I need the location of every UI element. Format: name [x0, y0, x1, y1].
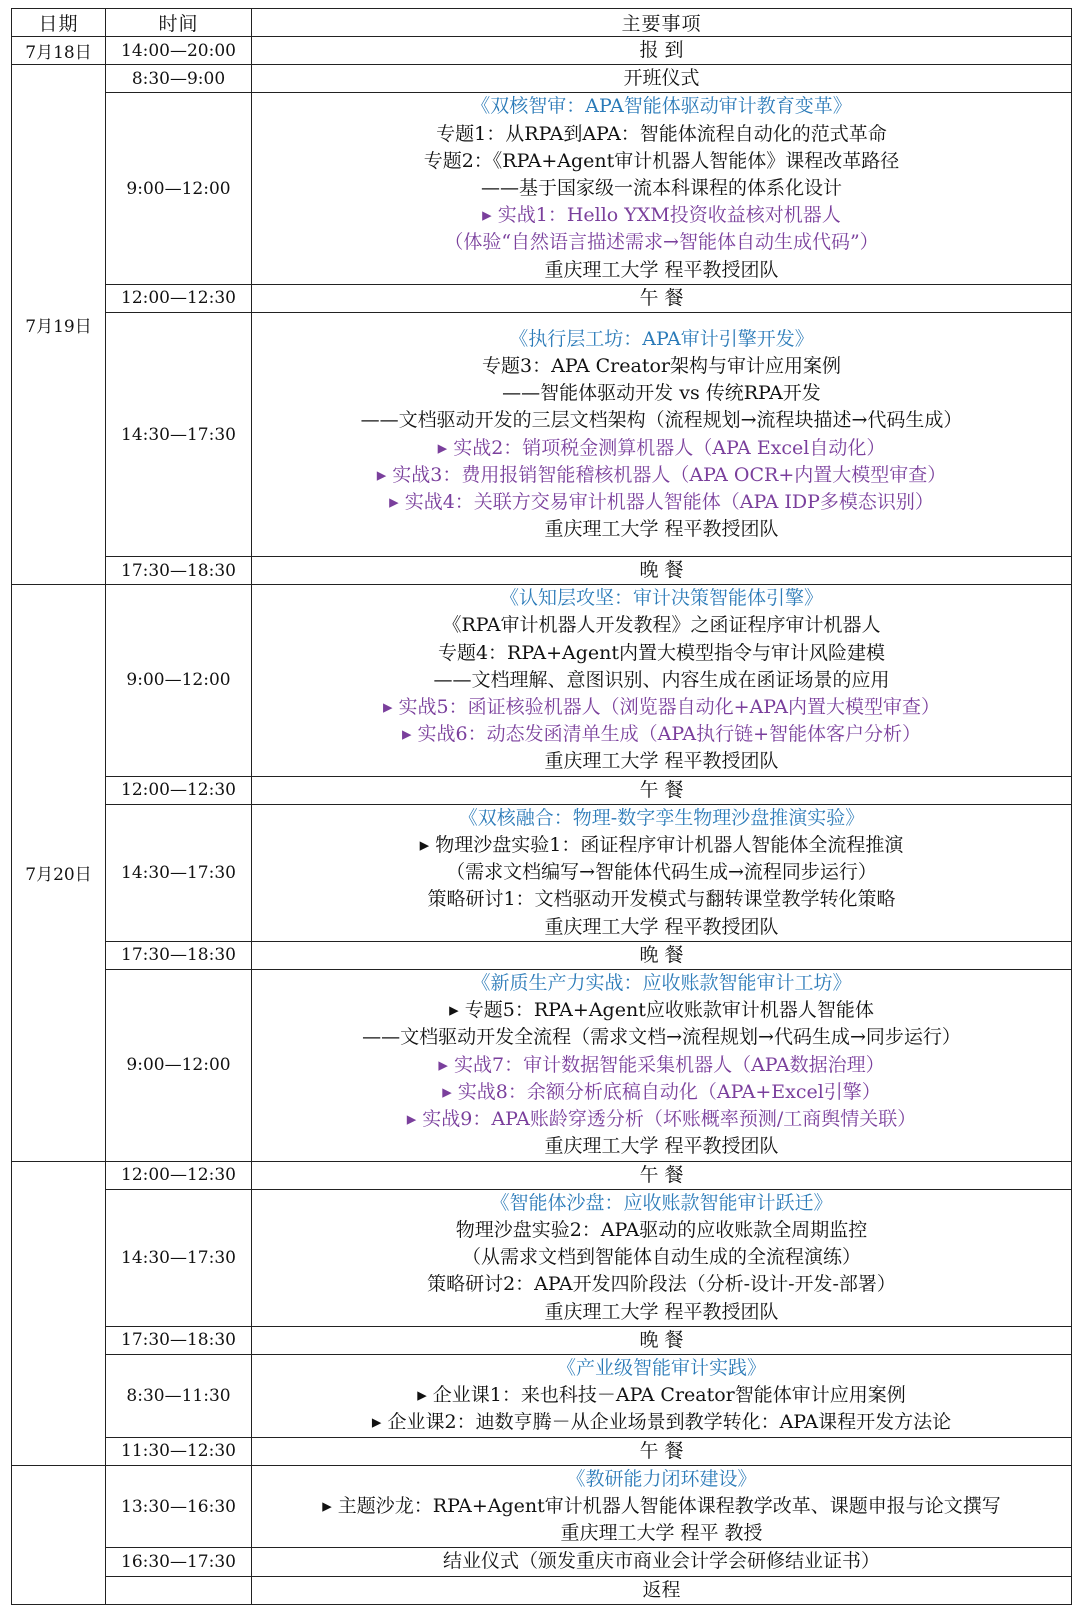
event-cell — [252, 941, 1072, 969]
event-cell — [252, 1437, 1072, 1465]
event-line: 策略研讨2：APA开发四阶段法（分析-设计-开发-部署） — [427, 1273, 896, 1296]
event-line: 《执行层工坊：APA审计引擎开发》 — [509, 327, 814, 350]
table-row — [12, 1189, 1072, 1326]
time-cell: 9:00—12:00 — [106, 970, 252, 1161]
table-row — [12, 65, 1072, 93]
table-row — [12, 284, 1072, 312]
event-line: 午 餐 — [639, 778, 684, 801]
table-row — [12, 557, 1072, 585]
date-cell — [12, 1465, 106, 1604]
time-cell: 12:00—12:30 — [106, 284, 252, 312]
time-cell: 13:30—16:30 — [106, 1465, 252, 1548]
table-row — [12, 1326, 1072, 1354]
event-cell — [252, 1326, 1072, 1354]
header-row — [12, 9, 1072, 37]
table-row — [12, 970, 1072, 1161]
table-row — [12, 313, 1072, 557]
event-line: 《双核融合：物理-数字孪生物理沙盘推演实验》 — [458, 806, 865, 829]
table-row — [12, 1437, 1072, 1465]
event-cell — [252, 1189, 1072, 1326]
date-cell: 7月18日 — [12, 37, 106, 65]
event-cell — [252, 557, 1072, 585]
event-line: 晚 餐 — [639, 559, 684, 582]
event-line: ▸ 实战5：函证核验机器人（浏览器自动化+APA内置大模型审查） — [382, 696, 941, 719]
time-cell: 17:30—18:30 — [106, 941, 252, 969]
event-line: ▸ 实战8：余额分析底稿自动化（APA+Excel引擎） — [442, 1080, 881, 1103]
time-cell: 14:30—17:30 — [106, 313, 252, 557]
event-cell — [252, 804, 1072, 941]
event-cell — [252, 1161, 1072, 1189]
date-cell: 7月20日 — [12, 585, 106, 1161]
event-line: 重庆理工大学 程平教授团队 — [544, 750, 779, 773]
time-cell: 9:00—12:00 — [106, 93, 252, 284]
event-line: 《产业级智能审计实践》 — [556, 1356, 766, 1379]
event-line: 开班仪式 — [623, 67, 700, 90]
event-line: ▸ 物理沙盘实验1：函证程序审计机器人智能体全流程推演 — [419, 834, 904, 857]
time-cell: 17:30—18:30 — [106, 1326, 252, 1354]
event-line: 午 餐 — [639, 286, 684, 309]
time-cell: 14:00—20:00 — [106, 37, 252, 65]
event-line: 《教研能力闭环建设》 — [566, 1467, 757, 1490]
event-line: ▸ 企业课2：迪数亨腾－从企业场景到教学转化：APA课程开发方法论 — [371, 1411, 952, 1434]
event-line: 《智能体沙盘：应收账款智能审计跃迁》 — [490, 1191, 833, 1214]
time-cell: 11:30—12:30 — [106, 1437, 252, 1465]
event-cell — [252, 776, 1072, 804]
event-line: 报 到 — [639, 39, 684, 61]
event-line: 午 餐 — [639, 1163, 684, 1186]
event-line: 返程 — [642, 1578, 681, 1601]
event-line: 策略研讨1：文档驱动开发模式与翻转课堂教学转化策略 — [427, 888, 896, 911]
event-line: 晚 餐 — [639, 1328, 684, 1351]
event-line: 专题3：APA Creator架构与审计应用案例 — [482, 354, 841, 377]
event-line: 午 餐 — [639, 1439, 684, 1462]
table-row — [12, 804, 1072, 941]
table-row — [12, 776, 1072, 804]
event-line: 物理沙盘实验2：APA驱动的应收账款全周期监控 — [455, 1218, 868, 1241]
table-row — [12, 1548, 1072, 1576]
event-line: 《新质生产力实战：应收账款智能审计工坊》 — [471, 972, 852, 995]
schedule-table — [11, 8, 1072, 1605]
date-cell — [12, 1161, 106, 1465]
time-cell — [106, 1576, 252, 1604]
event-line: 结业仪式（颁发重庆市商业会计学会研修结业证书） — [442, 1550, 880, 1573]
event-line: 《认知层攻坚：审计决策智能体引擎》 — [499, 587, 823, 610]
event-cell — [252, 970, 1072, 1161]
event-line: 专题2：《RPA+Agent审计机器人智能体》课程改革路径 — [423, 149, 900, 172]
event-line: （体验“自然语言描述需求→智能体自动生成代码”） — [444, 231, 879, 254]
time-cell: 8:30—9:00 — [106, 65, 252, 93]
time-cell: 12:00—12:30 — [106, 776, 252, 804]
event-line: 重庆理工大学 程平 教授 — [560, 1522, 763, 1545]
event-line: ▸ 实战2：销项税金测算机器人（APA Excel自动化） — [437, 436, 886, 459]
event-line: 晚 餐 — [639, 943, 684, 966]
table-row — [12, 1354, 1072, 1437]
event-line: 专题4：RPA+Agent内置大模型指令与审计风险建模 — [437, 641, 886, 664]
header-main: 主要事项 — [252, 9, 1072, 37]
time-cell: 14:30—17:30 — [106, 1189, 252, 1326]
event-cell — [252, 1576, 1072, 1604]
event-line: 《RPA审计机器人开发教程》之函证程序审计机器人 — [442, 614, 881, 637]
event-cell — [252, 1465, 1072, 1548]
event-cell — [252, 313, 1072, 557]
date-cell: 7月19日 — [12, 65, 106, 585]
event-cell — [252, 37, 1072, 65]
time-cell: 12:00—12:30 — [106, 1161, 252, 1189]
event-line: ▸ 企业课1：来也科技－APA Creator智能体审计应用案例 — [417, 1384, 906, 1407]
event-cell — [252, 284, 1072, 312]
event-cell — [252, 1548, 1072, 1576]
event-line: 重庆理工大学 程平教授团队 — [544, 518, 779, 541]
event-line: 重庆理工大学 程平教授团队 — [544, 1135, 779, 1158]
event-line: 重庆理工大学 程平教授团队 — [544, 915, 779, 938]
event-cell — [252, 1354, 1072, 1437]
event-cell — [252, 93, 1072, 284]
event-line: ▸ 实战9：APA账龄穿透分析（坏账概率预测/工商舆情关联） — [406, 1108, 917, 1131]
event-line: ——智能体驱动开发 vs 传统RPA开发 — [502, 382, 821, 405]
event-cell — [252, 585, 1072, 776]
event-line: ——文档理解、意图识别、内容生成在函证场景的应用 — [433, 668, 890, 691]
event-line: ▸ 主题沙龙：RPA+Agent审计机器人智能体课程教学改革、课题申报与论文撰写 — [322, 1494, 1001, 1517]
event-line: ▸ 专题5：RPA+Agent应收账款审计机器人智能体 — [449, 999, 874, 1022]
time-cell: 9:00—12:00 — [106, 585, 252, 776]
event-line: （从需求文档到智能体自动生成的全流程演练） — [461, 1246, 861, 1269]
table-row — [12, 93, 1072, 284]
schedule-body — [12, 37, 1072, 1605]
table-row — [12, 941, 1072, 969]
time-cell: 8:30—11:30 — [106, 1354, 252, 1437]
event-line: （需求文档编写→智能体代码生成→流程同步运行） — [446, 861, 877, 884]
table-row — [12, 585, 1072, 776]
table-row — [12, 1465, 1072, 1548]
time-cell: 14:30—17:30 — [106, 804, 252, 941]
event-line: 《双核智审：APA智能体驱动审计教育变革》 — [471, 95, 852, 118]
time-cell: 17:30—18:30 — [106, 557, 252, 585]
event-line: ——文档驱动开发全流程（需求文档→流程规划→代码生成→同步运行） — [362, 1026, 961, 1049]
event-line: ▸ 实战1：Hello YXM投资收益核对机器人 — [482, 204, 841, 227]
event-line: ▸ 实战7：审计数据智能采集机器人（APA数据治理） — [438, 1053, 885, 1076]
event-line: ▸ 实战6：动态发函清单生成（APA执行链+智能体客户分析） — [401, 723, 922, 746]
event-cell — [252, 65, 1072, 93]
table-row — [12, 1161, 1072, 1189]
event-line: 专题1：从RPA到APA：智能体流程自动化的范式革命 — [436, 122, 887, 145]
header-time: 时间 — [106, 9, 252, 37]
event-line: ▸ 实战4：关联方交易审计机器人智能体（APA IDP多模态识别） — [389, 490, 934, 513]
event-line: 重庆理工大学 程平教授团队 — [544, 258, 779, 281]
header-date: 日期 — [12, 9, 106, 37]
table-row — [12, 1576, 1072, 1604]
table-row — [12, 37, 1072, 65]
time-cell: 16:30—17:30 — [106, 1548, 252, 1576]
event-line: 重庆理工大学 程平教授团队 — [544, 1300, 779, 1323]
event-line: ——文档驱动开发的三层文档架构（流程规划→流程块描述→代码生成） — [360, 409, 963, 432]
event-line: ——基于国家级一流本科课程的体系化设计 — [480, 177, 842, 200]
event-line: ▸ 实战3：费用报销智能稽核机器人（APA OCR+内置大模型审查） — [376, 463, 947, 486]
